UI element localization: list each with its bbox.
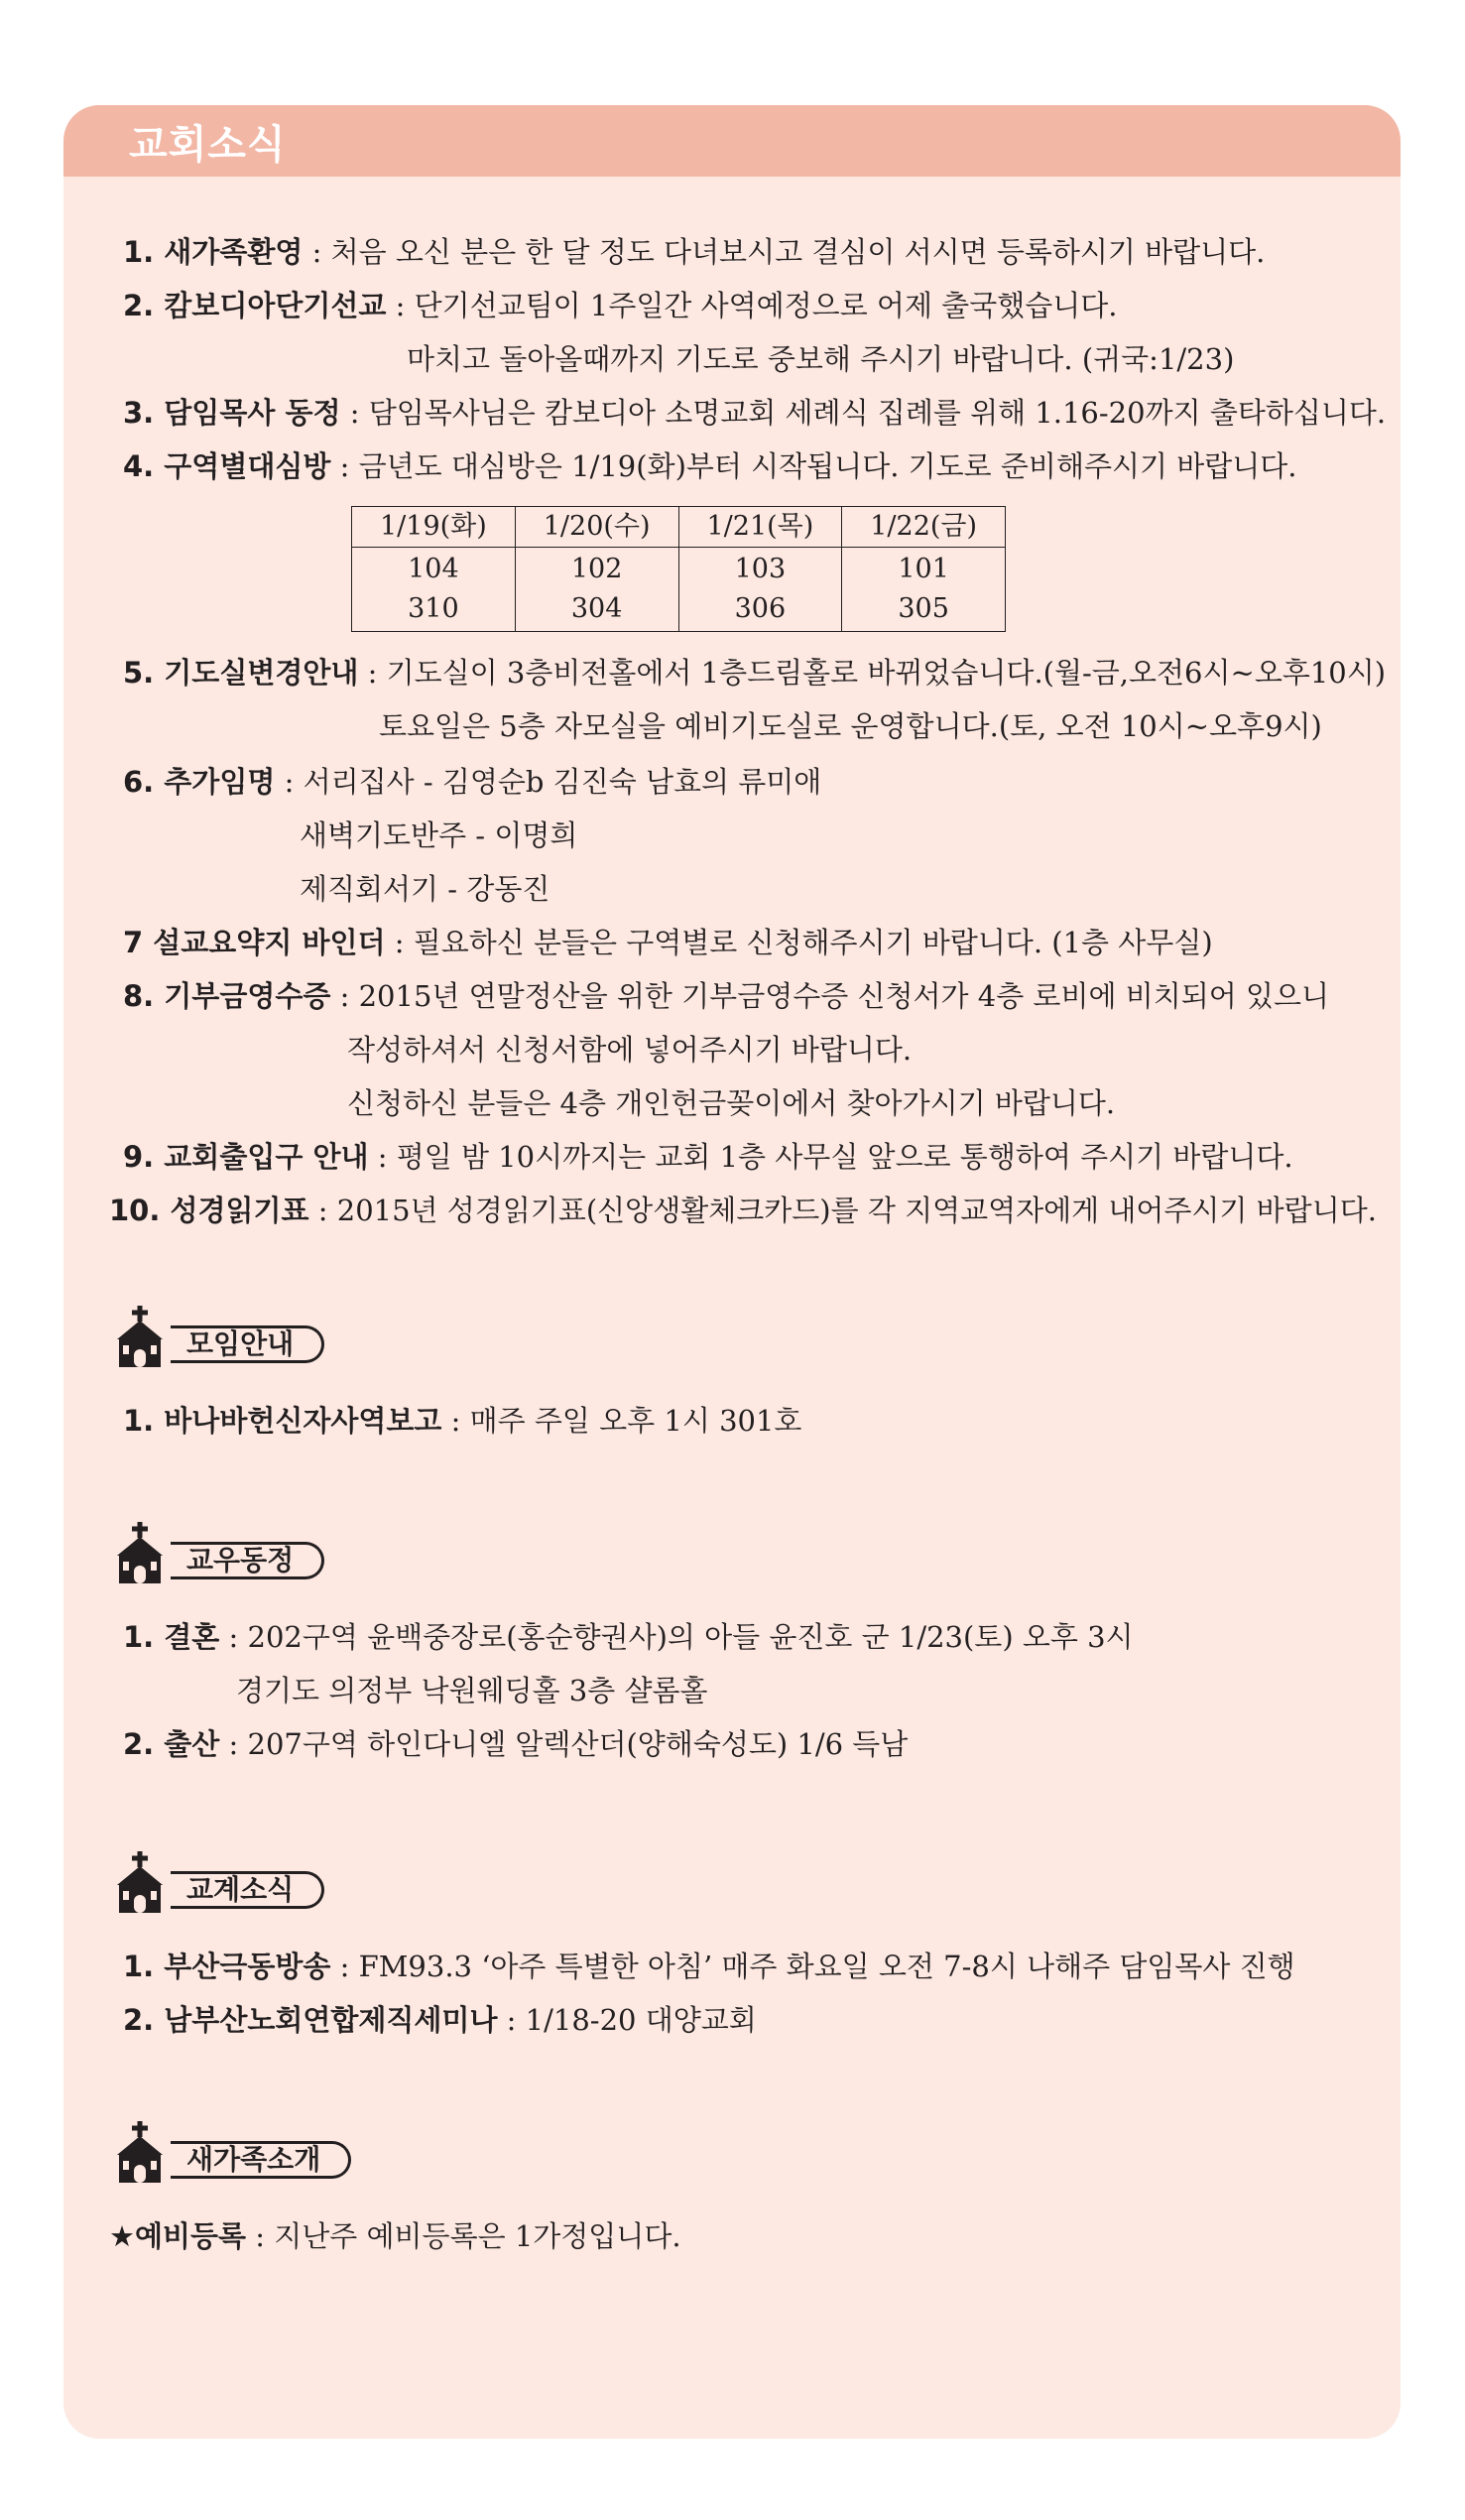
church-icon — [115, 1851, 165, 1913]
church-icon — [115, 1306, 165, 1367]
visit-groups: 103 306 — [678, 548, 842, 632]
news-item-6-cont: 새벽기도반주 - 이명희 — [300, 819, 578, 852]
member-item-2: 2. 출산 : 207구역 하인다니엘 알렉산더(양해숙성도) 1/6 득남 — [123, 1727, 909, 1761]
denom-item-1: 1. 부산극동방송 : FM93.3 ‘아주 특별한 아침’ 매주 화요일 오전 7-8시 나해주 담임목사 진행 — [123, 1950, 1295, 1983]
news-item-5-cont: 토요일은 5층 자모실을 예비기도실로 운영합니다.(토, 오전 10시~오후9시) — [379, 709, 1322, 743]
member-item-1: 1. 결혼 : 202구역 윤백중장로(홍순향권사)의 아들 윤진호 군 1/23(토) 오후 3시 — [123, 1620, 1134, 1654]
visit-groups: 102 304 — [515, 548, 678, 632]
meeting-item-1: 1. 바나바헌신자사역보고 : 매주 주일 오후 1시 301호 — [123, 1404, 802, 1438]
visit-groups: 101 305 — [842, 548, 1006, 632]
visit-groups: 104 310 — [352, 548, 516, 632]
panel-header — [63, 105, 1401, 177]
news-item-1: 1. 새가족환영 : 처음 오신 분은 한 달 정도 다녀보시고 결심이 서시면 등록하시기 바랍니다. — [123, 235, 1266, 269]
visit-date: 1/19(화) — [352, 507, 516, 548]
news-item-2: 2. 캄보디아단기선교 : 단기선교팀이 1주일간 사역예정으로 어제 출국했습니다. — [123, 289, 1118, 322]
news-item-9: 9. 교회출입구 안내 : 평일 밤 10시까지는 교회 1층 사무실 앞으로 통행하여 주시기 바랍니다. — [123, 1140, 1293, 1174]
denom-item-2: 2. 남부산노회연합제직세미나 : 1/18-20 대양교회 — [123, 2003, 757, 2037]
news-item-8: 8. 기부금영수증 : 2015년 연말정산을 위한 기부금영수증 신청서가 4층 로비에 비치되어 있으니 — [123, 979, 1330, 1013]
section-title: 모임안내 — [171, 1325, 324, 1363]
section-title: 교우동정 — [171, 1542, 324, 1579]
section-title: 교계소식 — [171, 1871, 324, 1909]
section-title: 새가족소개 — [171, 2141, 351, 2179]
church-icon — [115, 1522, 165, 1583]
visit-schedule-table — [351, 506, 1006, 632]
news-item-7: 7 설교요약지 바인더 : 필요하신 분들은 구역별로 신청해주시기 바랍니다. (1층 사무실) — [123, 926, 1213, 959]
newfamily-item-1: ★예비등록 : 지난주 예비등록은 1가정입니다. — [109, 2219, 681, 2253]
news-item-8-cont: 작성하셔서 신청서함에 넣어주시기 바랍니다. — [347, 1033, 913, 1067]
visit-date: 1/22(금) — [842, 507, 1006, 548]
news-item-3: 3. 담임목사 동정 : 담임목사님은 캄보디아 소명교회 세례식 집례를 위해 1.16-20까지 출타하십니다. — [123, 396, 1387, 430]
news-item-2-cont: 마치고 돌아올때까지 기도로 중보해 주시기 바랍니다. (귀국:1/23) — [407, 342, 1235, 376]
church-icon — [115, 2121, 165, 2183]
news-item-6: 6. 추가임명 : 서리집사 - 김영순b 김진숙 남효의 류미애 — [123, 765, 822, 799]
news-item-4: 4. 구역별대심방 : 금년도 대심방은 1/19(화)부터 시작됩니다. 기도로 준비해주시기 바랍니다. — [123, 449, 1297, 483]
visit-date: 1/20(수) — [515, 507, 678, 548]
news-item-8-cont2: 신청하신 분들은 4층 개인헌금꽂이에서 찾아가시기 바랍니다. — [347, 1086, 1116, 1120]
news-item-10: 10. 성경읽기표 : 2015년 성경읽기표(신앙생활체크카드)를 각 지역교역자에게 내어주시기 바랍니다. — [109, 1194, 1377, 1227]
news-item-6-cont2: 제직회서기 - 강동진 — [300, 872, 550, 906]
news-item-5: 5. 기도실변경안내 : 기도실이 3층비전홀에서 1층드림홀로 바뀌었습니다.(월-금,오전6시~오후10시) — [123, 656, 1387, 690]
visit-date: 1/21(목) — [678, 507, 842, 548]
member-item-1-cont: 경기도 의정부 낙원웨딩홀 3층 샬롬홀 — [236, 1674, 708, 1707]
panel-title: 교회소식 — [129, 122, 287, 168]
